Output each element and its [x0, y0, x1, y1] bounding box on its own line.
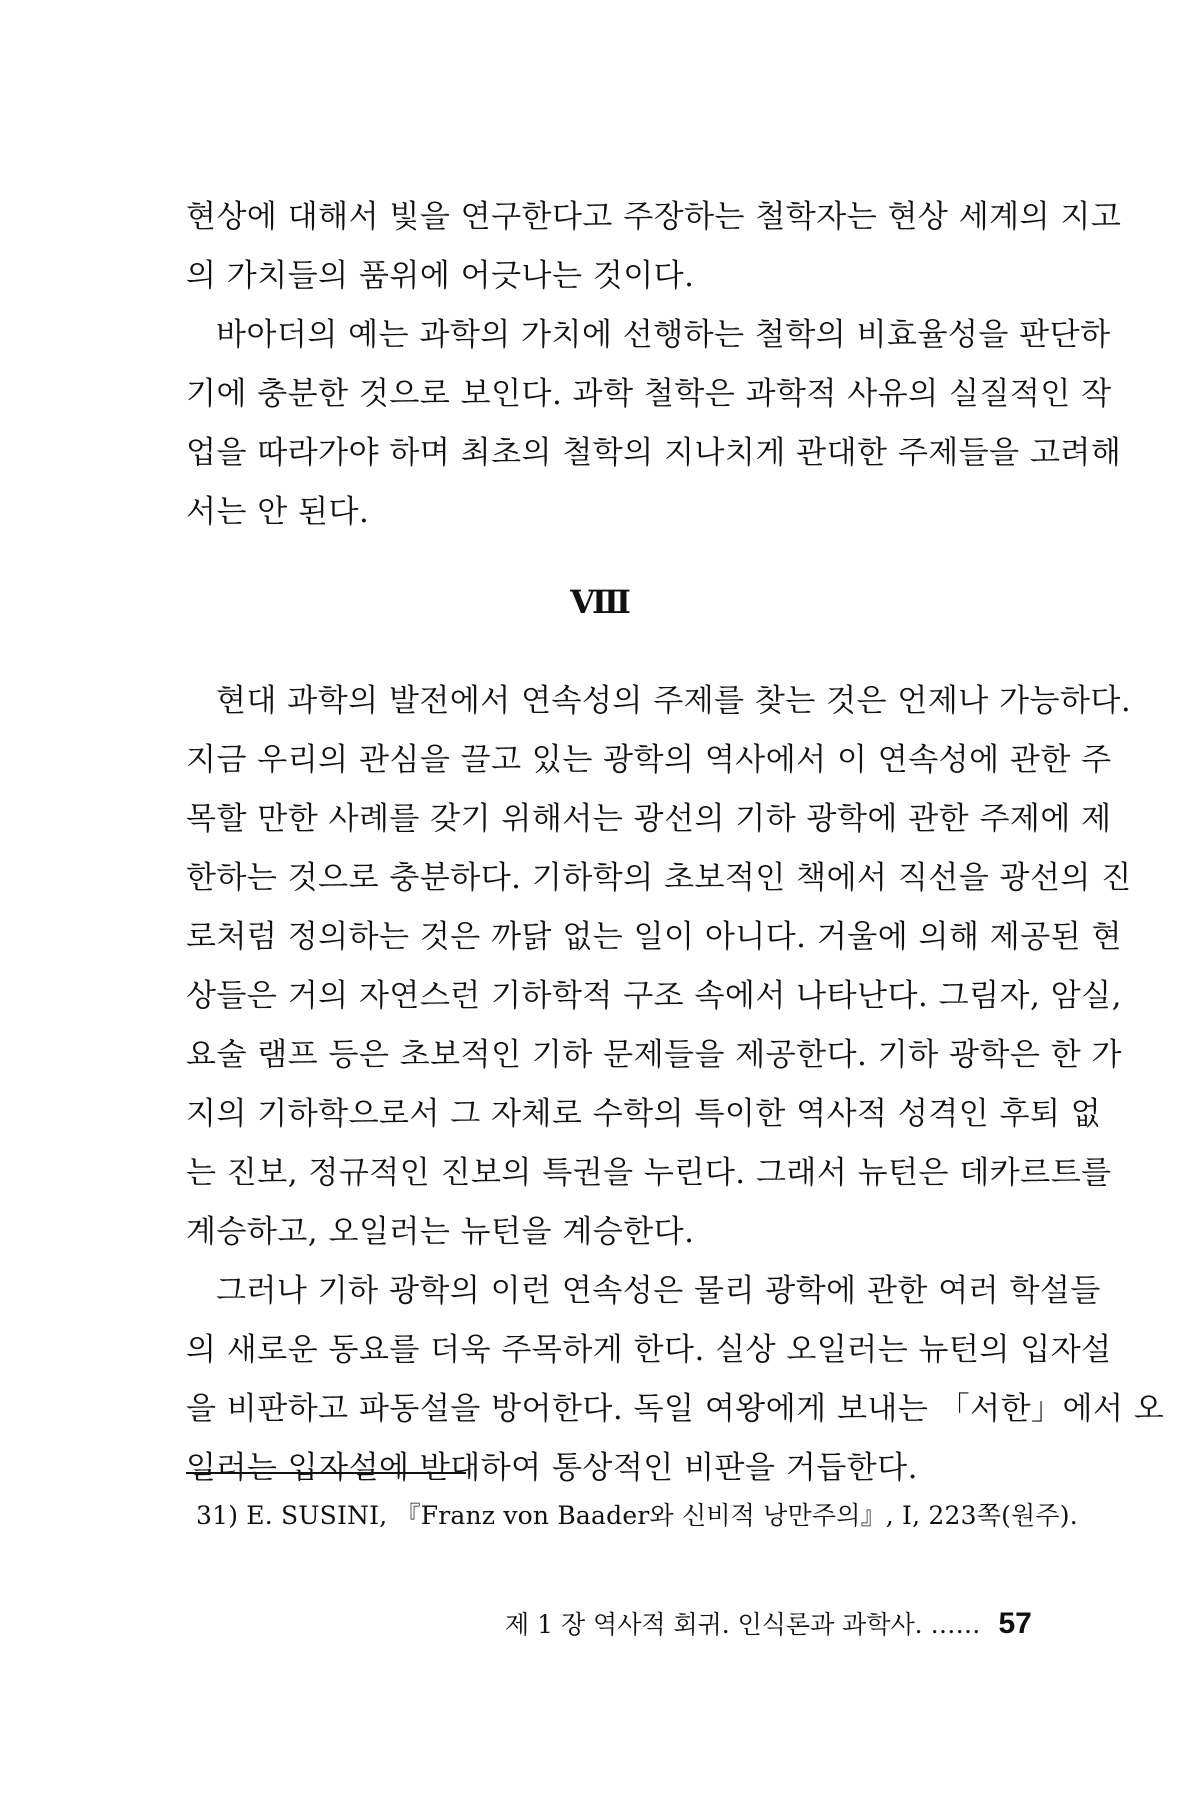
paragraph-line: 의 새로운 동요를 더욱 주목하게 한다. 실상 오일러는 뉴턴의 입자설: [186, 1332, 1112, 1368]
paragraph-line: 서는 안 된다.: [186, 494, 370, 530]
paragraph-line: 기에 충분한 것으로 보인다. 과학 철학은 과학적 사유의 실질적인 작: [186, 376, 1112, 412]
top-text-block: [186, 188, 1122, 542]
footnote: 31) E. SUSINI, 『Franz von Baader와 신비적 낭만주의』, I, 223쪽(원주).: [196, 1501, 1078, 1530]
paragraph-line: 는 진보, 정규적인 진보의 특권을 누린다. 그래서 뉴턴은 데카르트를: [186, 1155, 1112, 1191]
section-heading: Ⅷ: [570, 584, 630, 620]
paragraph-line: 계승하고, 오일러는 뉴턴을 계승한다.: [186, 1214, 695, 1250]
paragraph-line: 현상에 대해서 빛을 연구한다고 주장하는 철학자는 현상 세계의 지고: [186, 199, 1122, 235]
paragraph-line: 의 가치들의 품위에 어긋나는 것이다.: [186, 258, 695, 294]
paragraph-line: 목할 만한 사례를 갖기 위해서는 광선의 기하 광학에 관한 주제에 제: [186, 801, 1112, 837]
running-footer: [505, 1606, 1032, 1643]
footnote-divider: [186, 1472, 466, 1474]
paragraph-line: 지의 기하학으로서 그 자체로 수학의 특이한 역사적 성격인 후퇴 없: [186, 1096, 1102, 1132]
paragraph-line: 바아더의 예는 과학의 가치에 선행하는 철학의 비효율성을 판단하: [216, 317, 1111, 353]
paragraph-line: 그러나 기하 광학의 이런 연속성은 물리 광학에 관한 여러 학설들: [216, 1273, 1101, 1309]
paragraph-line: 현대 과학의 발전에서 연속성의 주제를 찾는 것은 언제나 가능하다.: [216, 683, 1132, 719]
page-number: 57: [998, 1607, 1032, 1640]
paragraph-line: 요술 램프 등은 초보적인 기하 문제들을 제공한다. 기하 광학은 한 가: [186, 1037, 1122, 1073]
paragraph-line: 한하는 것으로 충분하다. 기하학의 초보적인 책에서 직선을 광선의 진: [186, 860, 1132, 896]
paragraph-line: 상들은 거의 자연스런 기하학적 구조 속에서 나타난다. 그림자, 암실,: [186, 978, 1122, 1014]
paragraph-line: 지금 우리의 관심을 끌고 있는 광학의 역사에서 이 연속성에 관한 주: [186, 742, 1112, 778]
paragraph-line: 을 비판하고 파동설을 방어한다. 독일 여왕에게 보내는 「서한」에서 오: [186, 1391, 1165, 1427]
paragraph-line: 업을 따라가야 하며 최초의 철학의 지나치게 관대한 주제들을 고려해: [186, 435, 1122, 471]
chapter-title: 제 1 장 역사적 회귀. 인식론과 과학사. ……: [505, 1610, 981, 1639]
paragraph-line: 로처럼 정의하는 것은 까닭 없는 일이 아니다. 거울에 의해 제공된 현: [186, 919, 1122, 955]
paragraph-line: 일러는 입자설에 반대하여 통상적인 비판을 거듭한다.: [186, 1450, 918, 1486]
main-text-block: [186, 672, 1165, 1498]
